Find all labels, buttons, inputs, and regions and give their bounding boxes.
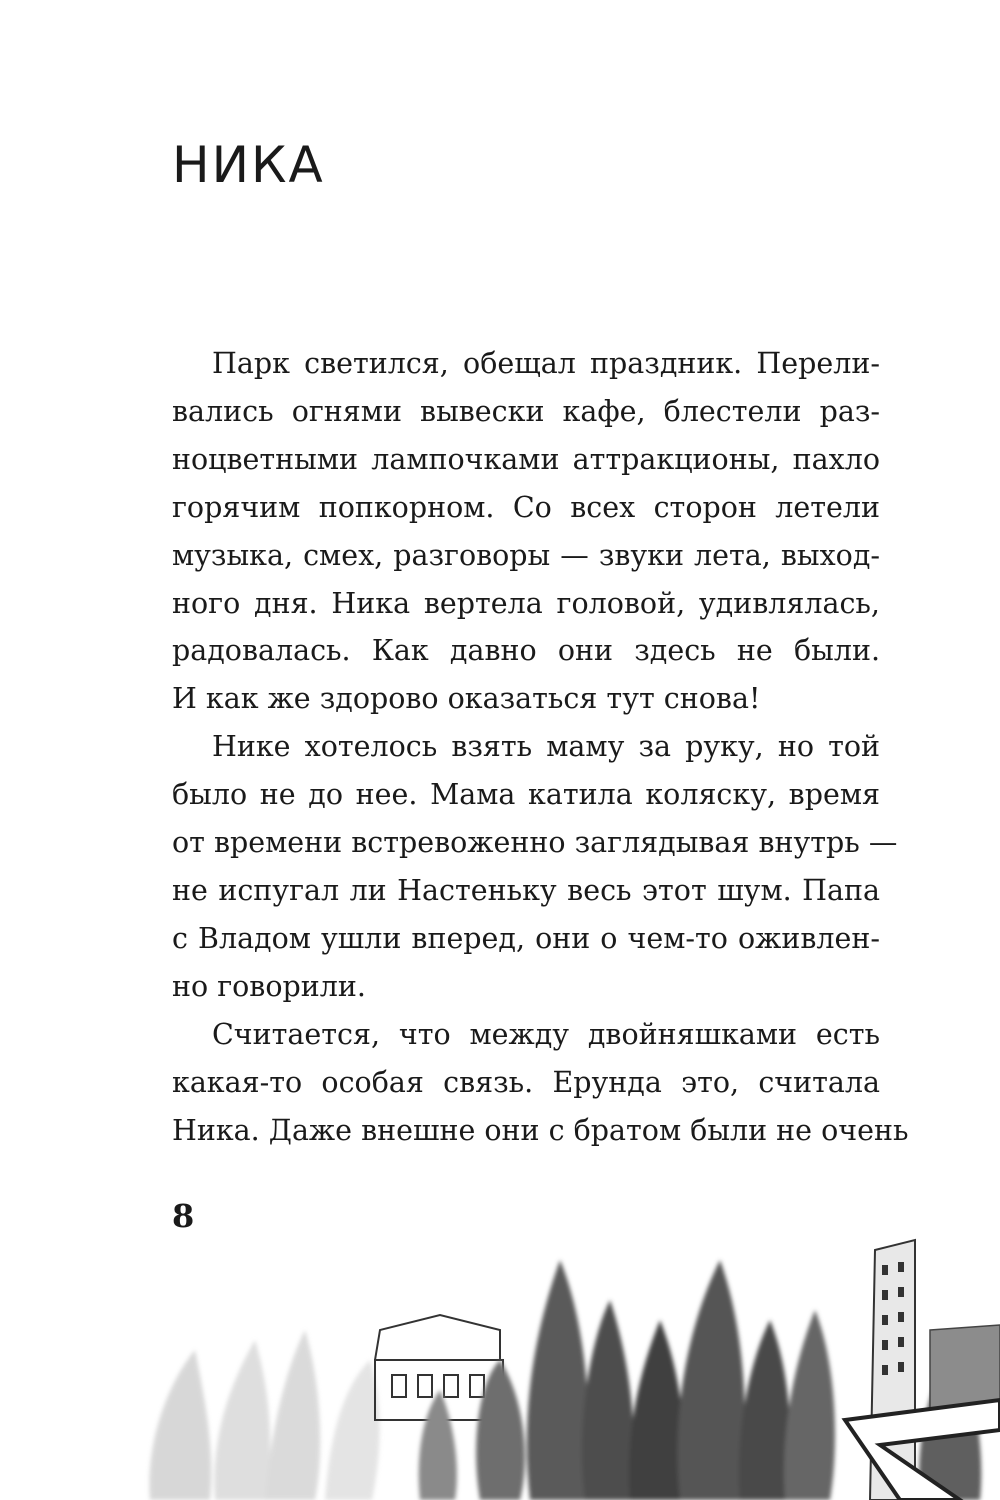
- text-line: музыка, смех, разговоры — звуки лета, выход-: [172, 538, 880, 572]
- paragraph-2: [172, 723, 898, 1010]
- text-line: не испугал ли Настеньку весь этот шум. Папа: [172, 873, 880, 907]
- text-line: какая-то особая связь. Ерунда это, считала: [172, 1065, 880, 1099]
- text-line: Парк светился, обещал праздник. Перели-: [212, 347, 880, 380]
- body-text: [172, 340, 909, 1154]
- city-park-illustration-icon: [0, 1210, 1000, 1500]
- paragraph-3: [172, 1011, 909, 1155]
- text-line: с Владом ушли вперед, они о чем-то оживлен-: [172, 921, 880, 955]
- text-line: но говорили.: [172, 969, 366, 1003]
- text-line: горячим попкорном. Со всех сторон летели: [172, 490, 880, 524]
- text-line: радовалась. Как давно они здесь не были.: [172, 634, 880, 668]
- chapter-title: НИКА: [172, 136, 325, 194]
- paragraph-1: [172, 340, 880, 723]
- text-line: Ника. Даже внешне они с братом были не очень: [172, 1113, 909, 1147]
- text-line: Нике хотелось взять маму за руку, но той: [212, 730, 880, 764]
- text-line: было не до нее. Мама катила коляску, время: [172, 778, 880, 812]
- text-line: И как же здорово оказаться тут снова!: [172, 682, 761, 716]
- text-line: Считается, что между двойняшками есть: [212, 1017, 880, 1051]
- text-line: от времени встревоженно заглядывая внутрь —: [172, 826, 898, 860]
- text-line: вались огнями вывески кафе, блестели раз-: [172, 394, 880, 428]
- text-line: ноцветными лампочками аттракционы, пахло: [172, 442, 880, 476]
- text-line: ного дня. Ника вертела головой, удивлялась,: [172, 586, 880, 620]
- page-number: 8: [172, 1197, 195, 1235]
